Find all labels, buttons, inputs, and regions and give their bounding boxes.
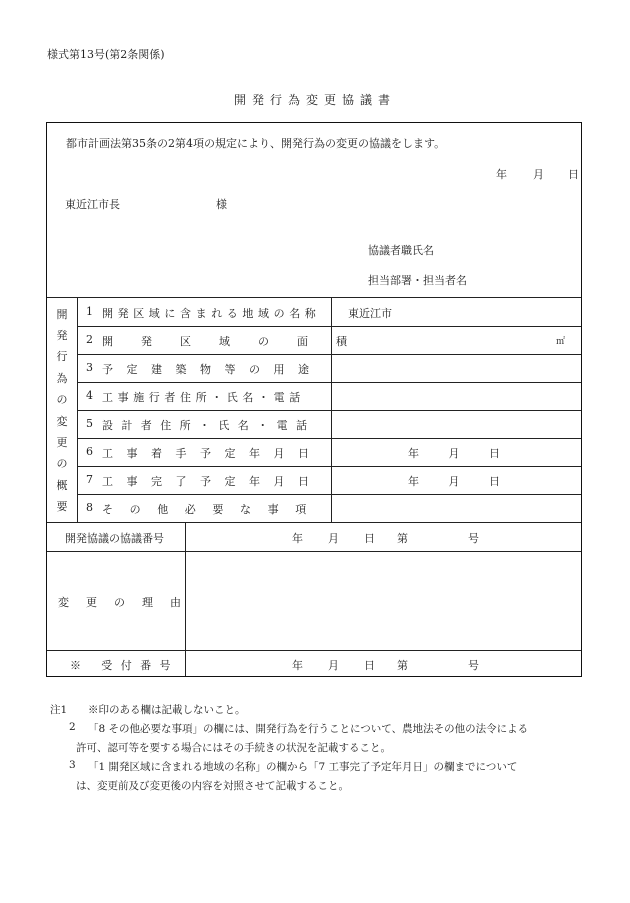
row-1-value: 東近江市 xyxy=(348,307,392,320)
person-in-charge-label: 担当部署・担当者名 xyxy=(368,274,467,287)
note-3-num: 3 xyxy=(69,759,76,771)
note-1-num: 注1 xyxy=(50,704,68,716)
date-day: 日 xyxy=(568,168,579,181)
row-8-label: その他必要な事項 xyxy=(102,503,323,516)
row-divider xyxy=(77,354,581,355)
page-title: 開発行為変更協議書 xyxy=(233,93,396,107)
agreement-number-label: 開発協議の協議番号 xyxy=(65,532,164,545)
row-6-date: 年 月 日 xyxy=(408,447,500,460)
row-3-label: 予定建築物等の用途 xyxy=(102,363,323,376)
row-1-label: 開発区域に含まれる地域の名称 xyxy=(102,307,321,320)
honorific: 様 xyxy=(216,198,227,211)
receipt-label: ※ 受付番号 xyxy=(70,659,179,672)
row-divider xyxy=(47,522,581,523)
addressee: 東近江市長 xyxy=(65,198,120,211)
row-divider xyxy=(77,410,581,411)
date-year: 年 xyxy=(496,168,507,181)
intro-text: 都市計画法第35条の2第4項の規定により、開発行為の変更の協議をします。 xyxy=(66,137,446,150)
row-2-num: 2 xyxy=(86,333,93,346)
area-unit: ㎡ xyxy=(556,337,566,347)
agreement-go: 号 xyxy=(468,532,479,545)
row-divider xyxy=(77,438,581,439)
row-4-num: 4 xyxy=(86,389,93,402)
row-3-num: 3 xyxy=(86,361,93,374)
row-divider xyxy=(77,382,581,383)
row-7-num: 7 xyxy=(86,473,93,486)
agreement-year: 年 xyxy=(292,532,303,545)
row-divider xyxy=(47,650,581,651)
row-2-label: 開発区域の面積 xyxy=(102,335,375,348)
note-2-cont: 許可、認可等を要する場合にはその手続きの状況を記載すること。 xyxy=(76,742,391,754)
applicant-name-label: 協議者職氏名 xyxy=(368,244,434,257)
form-number: 様式第13号(第2条関係) xyxy=(47,48,165,61)
table-top-line xyxy=(47,297,581,298)
note-1-text: ※印のある欄は記載しないこと。 xyxy=(88,704,246,716)
receipt-dai: 第 xyxy=(397,659,408,672)
note-2-text: 「8 その他必要な事項」の欄には、開発行為を行うことについて、農地法その他の法令による xyxy=(88,723,529,735)
row-divider xyxy=(47,551,581,552)
note-3-cont: は、変更前及び変更後の内容を対照させて記載すること。 xyxy=(76,780,349,792)
note-3-text: 「1 開発区域に含まれる地域の名称」の欄から「7 工事完了予定年月日」の欄までについて xyxy=(88,761,518,773)
reason-label: 変更の理由 xyxy=(58,596,198,609)
row-8-num: 8 xyxy=(86,501,93,514)
row-5-num: 5 xyxy=(86,417,93,430)
receipt-year: 年 xyxy=(292,659,303,672)
receipt-go: 号 xyxy=(468,659,479,672)
col-divider xyxy=(331,297,332,522)
row-7-date: 年 月 日 xyxy=(408,475,500,488)
row-5-label: 設計者住所・氏名・電話 xyxy=(102,419,316,432)
row-6-label: 工事着手予定年月日 xyxy=(102,447,323,460)
col-divider xyxy=(77,297,78,522)
receipt-day: 日 xyxy=(364,659,375,672)
receipt-month: 月 xyxy=(328,659,339,672)
row-4-label: 工事施行者住所・氏名・電話 xyxy=(102,391,305,404)
note-2-num: 2 xyxy=(69,721,76,733)
row-6-num: 6 xyxy=(86,445,93,458)
overview-label: 開 発 行 為 の 変 更 の 概 要 xyxy=(56,307,68,514)
date-month: 月 xyxy=(533,168,544,181)
agreement-dai: 第 xyxy=(397,532,408,545)
agreement-month: 月 xyxy=(328,532,339,545)
row-7-label: 工事完了予定年月日 xyxy=(102,475,323,488)
agreement-day: 日 xyxy=(364,532,375,545)
row-divider xyxy=(77,326,581,327)
reason-field[interactable] xyxy=(190,556,578,646)
row-divider xyxy=(77,494,581,495)
row-divider xyxy=(77,466,581,467)
row-1-num: 1 xyxy=(86,305,93,318)
